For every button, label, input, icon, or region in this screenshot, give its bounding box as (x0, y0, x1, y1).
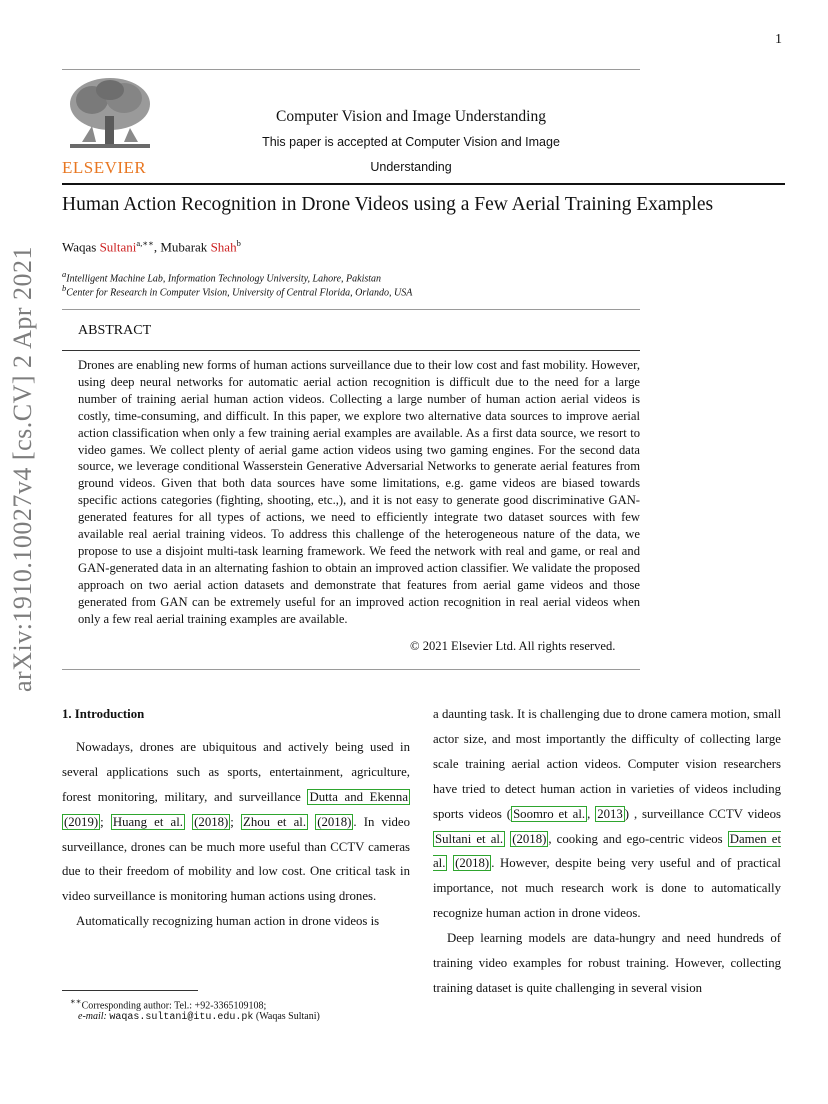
citation-sultani-year[interactable]: (2018) (512, 831, 547, 846)
section-heading: 1. Introduction (62, 707, 145, 721)
author-separator: , Mubarak (153, 239, 211, 255)
copyright-notice: © 2021 Elsevier Ltd. All rights reserved. (410, 639, 616, 653)
affiliation-mark: b (62, 283, 67, 293)
affiliation-mark: a (62, 269, 67, 279)
arxiv-identifier[interactable]: arXiv:1910.10027v4 [cs.CV] 2 Apr 2021 (8, 245, 37, 692)
intro-paragraph-4: Deep learning models are data-hungry and need hundreds of training video examples for robust training. However, collecting training dataset is quite challenging in several vision (433, 931, 781, 995)
paragraph-text: . However, despite being very useful and of practical importance, not much research work is done to automatically recognize human action in drone videos. (433, 856, 781, 921)
author-link-sultani[interactable]: Sultani (99, 239, 137, 255)
intro-paragraph-1: Nowadays, drones are ubiquitous and actively being used in several applications such as sports, entertainment, agriculture, forest monitoring, military, and surveillance Dutta and Ekenna (2019) ; Huang et al. (2018) ; Zhou et al. (2018) . In video surveillance, drones can be much more useful than CCTV cameras due to their freedom of mobility and low cost. One critical task in video surveillance is monitoring human actions using drones. (62, 739, 410, 904)
right-column (433, 702, 781, 1001)
author-link-shah[interactable]: Shah (210, 239, 237, 255)
paragraph-text: Nowadays, drones are ubiquitous and actively being used in several applications such as sports, entertainment, agriculture, forest monitoring, military, and surveillance (62, 739, 410, 804)
elsevier-logo (62, 76, 158, 177)
acceptance-note-line1: This paper is accepted at Computer Vision and Image (262, 135, 560, 149)
intro-paragraph-2: Automatically recognizing human action in drone videos is (76, 914, 380, 929)
citation-soomro-year[interactable]: 2013 (597, 806, 623, 821)
author-first-name: Waqas (62, 239, 100, 255)
footnote-text: Corresponding author: Tel.: +92-3365109108; (81, 1000, 267, 1012)
footnote-rule (62, 990, 198, 991)
footnote-mark: ∗∗ (70, 996, 82, 1006)
acceptance-note-line2: Understanding (370, 160, 452, 174)
citation-zhou-year[interactable]: (2018) (317, 814, 352, 829)
abstract-rule-mid (62, 350, 640, 351)
citation-dutta[interactable]: Dutta and Ekenna (309, 789, 408, 804)
left-column (62, 702, 410, 934)
author-sup: a,∗∗ (136, 238, 154, 248)
affiliation-b (62, 283, 412, 298)
author-sup: b (236, 238, 241, 248)
intro-paragraph-3: a daunting task. It is challenging due to drone camera motion, small actor size, and most importantly the difficulty of collecting large scale training aerial action videos. Computer vision researchers have tried to detect human action in varieties of videos including sports videos ( Soomro et al. , 2013 ) , surveillance CCTV videos Sultani et al. (2018) , cooking and ego-centric videos Damen et al. (2018) . However, despite being very useful and of practical importance, not much research work is done to automatically recognize human action in drone videos. (433, 707, 782, 921)
email-label: e-mail: (78, 1011, 107, 1022)
citation-huang-year[interactable]: (2018) (194, 814, 229, 829)
affiliation-text: Intelligent Machine Lab, Information Technology University, Lahore, Pakistan (66, 273, 382, 285)
citation-zhou[interactable]: Zhou et al. (243, 814, 307, 829)
citation-damen[interactable]: Damen et al. (433, 831, 782, 871)
page-number: 1 (775, 32, 782, 47)
tree-icon (62, 76, 158, 151)
journal-name: Computer Vision and Image Understanding (276, 108, 546, 125)
abstract-rule-top (62, 309, 640, 310)
paragraph-text: a daunting task. It is challenging due to drone camera motion, small actor size, and most importantly the difficulty of collecting large scale training aerial action videos. Computer vision researchers have tried to detect human action in varieties of videos including sports videos ( (433, 707, 781, 821)
header-rule-top (62, 69, 640, 70)
paragraph-text: , cooking and ego-centric videos (548, 831, 728, 846)
email-owner: (Waqas Sultani) (253, 1011, 320, 1022)
email-link[interactable]: waqas.sultani@itu.edu.pk (109, 1012, 254, 1023)
publisher-name: ELSEVIER (62, 158, 147, 177)
citation-dutta-year[interactable]: (2019) (64, 814, 99, 829)
paragraph-text: ) , surveillance CCTV videos (624, 806, 781, 821)
citation-huang[interactable]: Huang et al. (112, 814, 183, 829)
abstract-rule-bottom (62, 669, 640, 670)
author-list (62, 238, 241, 255)
abstract-text: Drones are enabling new forms of human actions surveillance due to their low cost and fast mobility. However, using deep neural networks for automatic aerial action recognition is difficult due to the need for a large number of training aerial human action videos. Collecting a large number of human action aerial videos is costly, time-consuming, and difficult. In this paper, we explore two alternative data sources to improve aerial action classification when only a few training aerial examples are available. As a first data source, we resort to video games. We collect plenty of aerial game action videos using two gaming engines. For the second data source, we leverage conditional Wasserstein Generative Adversarial Networks to generate aerial features from ground videos. Given that both data sources have some limitations, e.g. game videos are biased towards specific actions categories (fighting, shooting, etc.,), and it is not easy to generate good discriminative GAN-generated features for all types of actions, we need to efficiently integrate two dataset sources with few available real aerial training videos. To address this challenge of the heterogeneous nature of the data, we propose to use a disjoint multi-task learning framework. We feed the network with real and game, or real and GAN-generated data in an alternating fashion to obtain an improved action classifier. We validate the proposed approach on two aerial action datasets and demonstrate that features from aerial game videos and those generated from GAN can be extremely useful for an improved action recognition in real aerial videos when only a few real aerial training examples are available. (78, 358, 640, 626)
affiliation-text: Center for Research in Computer Vision, University of Central Florida, Orlando, USA (66, 287, 413, 299)
citation-soomro[interactable]: Soomro et al. (513, 806, 586, 821)
header-rule-thick (62, 183, 785, 185)
abstract-heading: ABSTRACT (78, 323, 152, 338)
paragraph-text: . In video surveillance, drones can be much more useful than CCTV cameras due to their freedom of mobility and low cost. One critical task in video surveillance is monitoring human actions using drones. (62, 814, 410, 904)
citation-damen-year[interactable]: (2018) (455, 856, 490, 871)
paper-title: Human Action Recognition in Drone Videos using a Few Aerial Training Examples (62, 194, 714, 215)
citation-sultani[interactable]: Sultani et al. (435, 831, 504, 846)
footnote-line-2 (78, 1009, 320, 1025)
